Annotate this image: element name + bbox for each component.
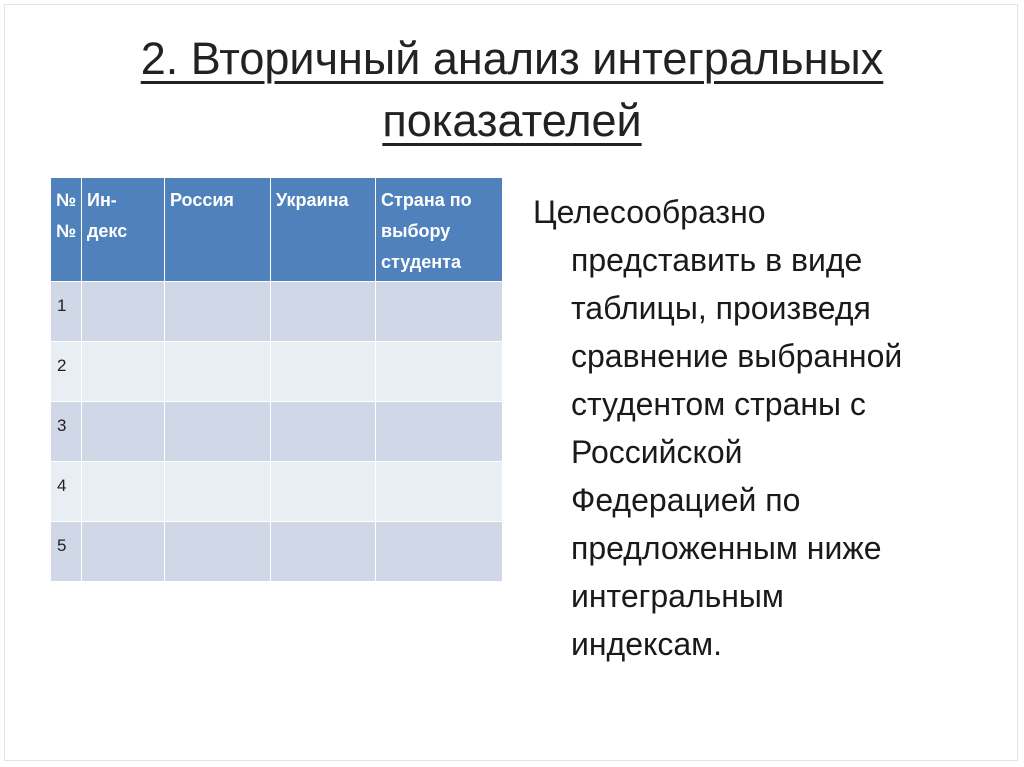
table-row — [51, 402, 503, 462]
cell-ukraine — [271, 342, 376, 402]
cell-russia — [165, 342, 271, 402]
body-line: Федерацией по — [571, 482, 801, 518]
cell-index — [82, 522, 165, 582]
slide-title — [60, 28, 964, 152]
body-line: сравнение выбранной — [571, 338, 903, 374]
body-line: Российской — [571, 434, 743, 470]
header-index: Ин- декс — [82, 178, 165, 282]
comparison-table — [50, 177, 503, 582]
body-line: предложенным ниже — [571, 530, 882, 566]
slide-title-line-2: показателей — [382, 95, 642, 146]
body-line: индексам. — [571, 626, 723, 662]
table-header-row — [51, 178, 503, 282]
cell-student-country — [376, 402, 503, 462]
cell-index — [82, 462, 165, 522]
cell-index — [82, 402, 165, 462]
cell-index — [82, 282, 165, 342]
cell-ukraine — [271, 522, 376, 582]
body-line: студентом страны с — [571, 386, 866, 422]
table-row — [51, 342, 503, 402]
body-line: представить в виде — [571, 242, 863, 278]
row-number: 4 — [51, 462, 82, 522]
row-number: 1 — [51, 282, 82, 342]
header-student-country: Страна по выбору студента — [376, 178, 503, 282]
body-paragraph — [533, 188, 993, 668]
cell-student-country — [376, 282, 503, 342]
cell-student-country — [376, 522, 503, 582]
cell-russia — [165, 522, 271, 582]
header-ukraine: Украина — [271, 178, 376, 282]
cell-russia — [165, 402, 271, 462]
header-russia: Россия — [165, 178, 271, 282]
cell-index — [82, 342, 165, 402]
row-number: 2 — [51, 342, 82, 402]
cell-russia — [165, 462, 271, 522]
table-row — [51, 462, 503, 522]
row-number: 3 — [51, 402, 82, 462]
body-line: таблицы, произведя — [571, 290, 871, 326]
body-line: Целесообразно — [533, 194, 766, 230]
body-line: интегральным — [571, 578, 784, 614]
row-number: 5 — [51, 522, 82, 582]
cell-russia — [165, 282, 271, 342]
table-row — [51, 282, 503, 342]
cell-ukraine — [271, 402, 376, 462]
slide-title-line-1: 2. Вторичный анализ интегральных — [140, 33, 884, 84]
header-number: № № — [51, 178, 82, 282]
cell-student-country — [376, 462, 503, 522]
cell-ukraine — [271, 462, 376, 522]
table-row — [51, 522, 503, 582]
cell-ukraine — [271, 282, 376, 342]
cell-student-country — [376, 342, 503, 402]
